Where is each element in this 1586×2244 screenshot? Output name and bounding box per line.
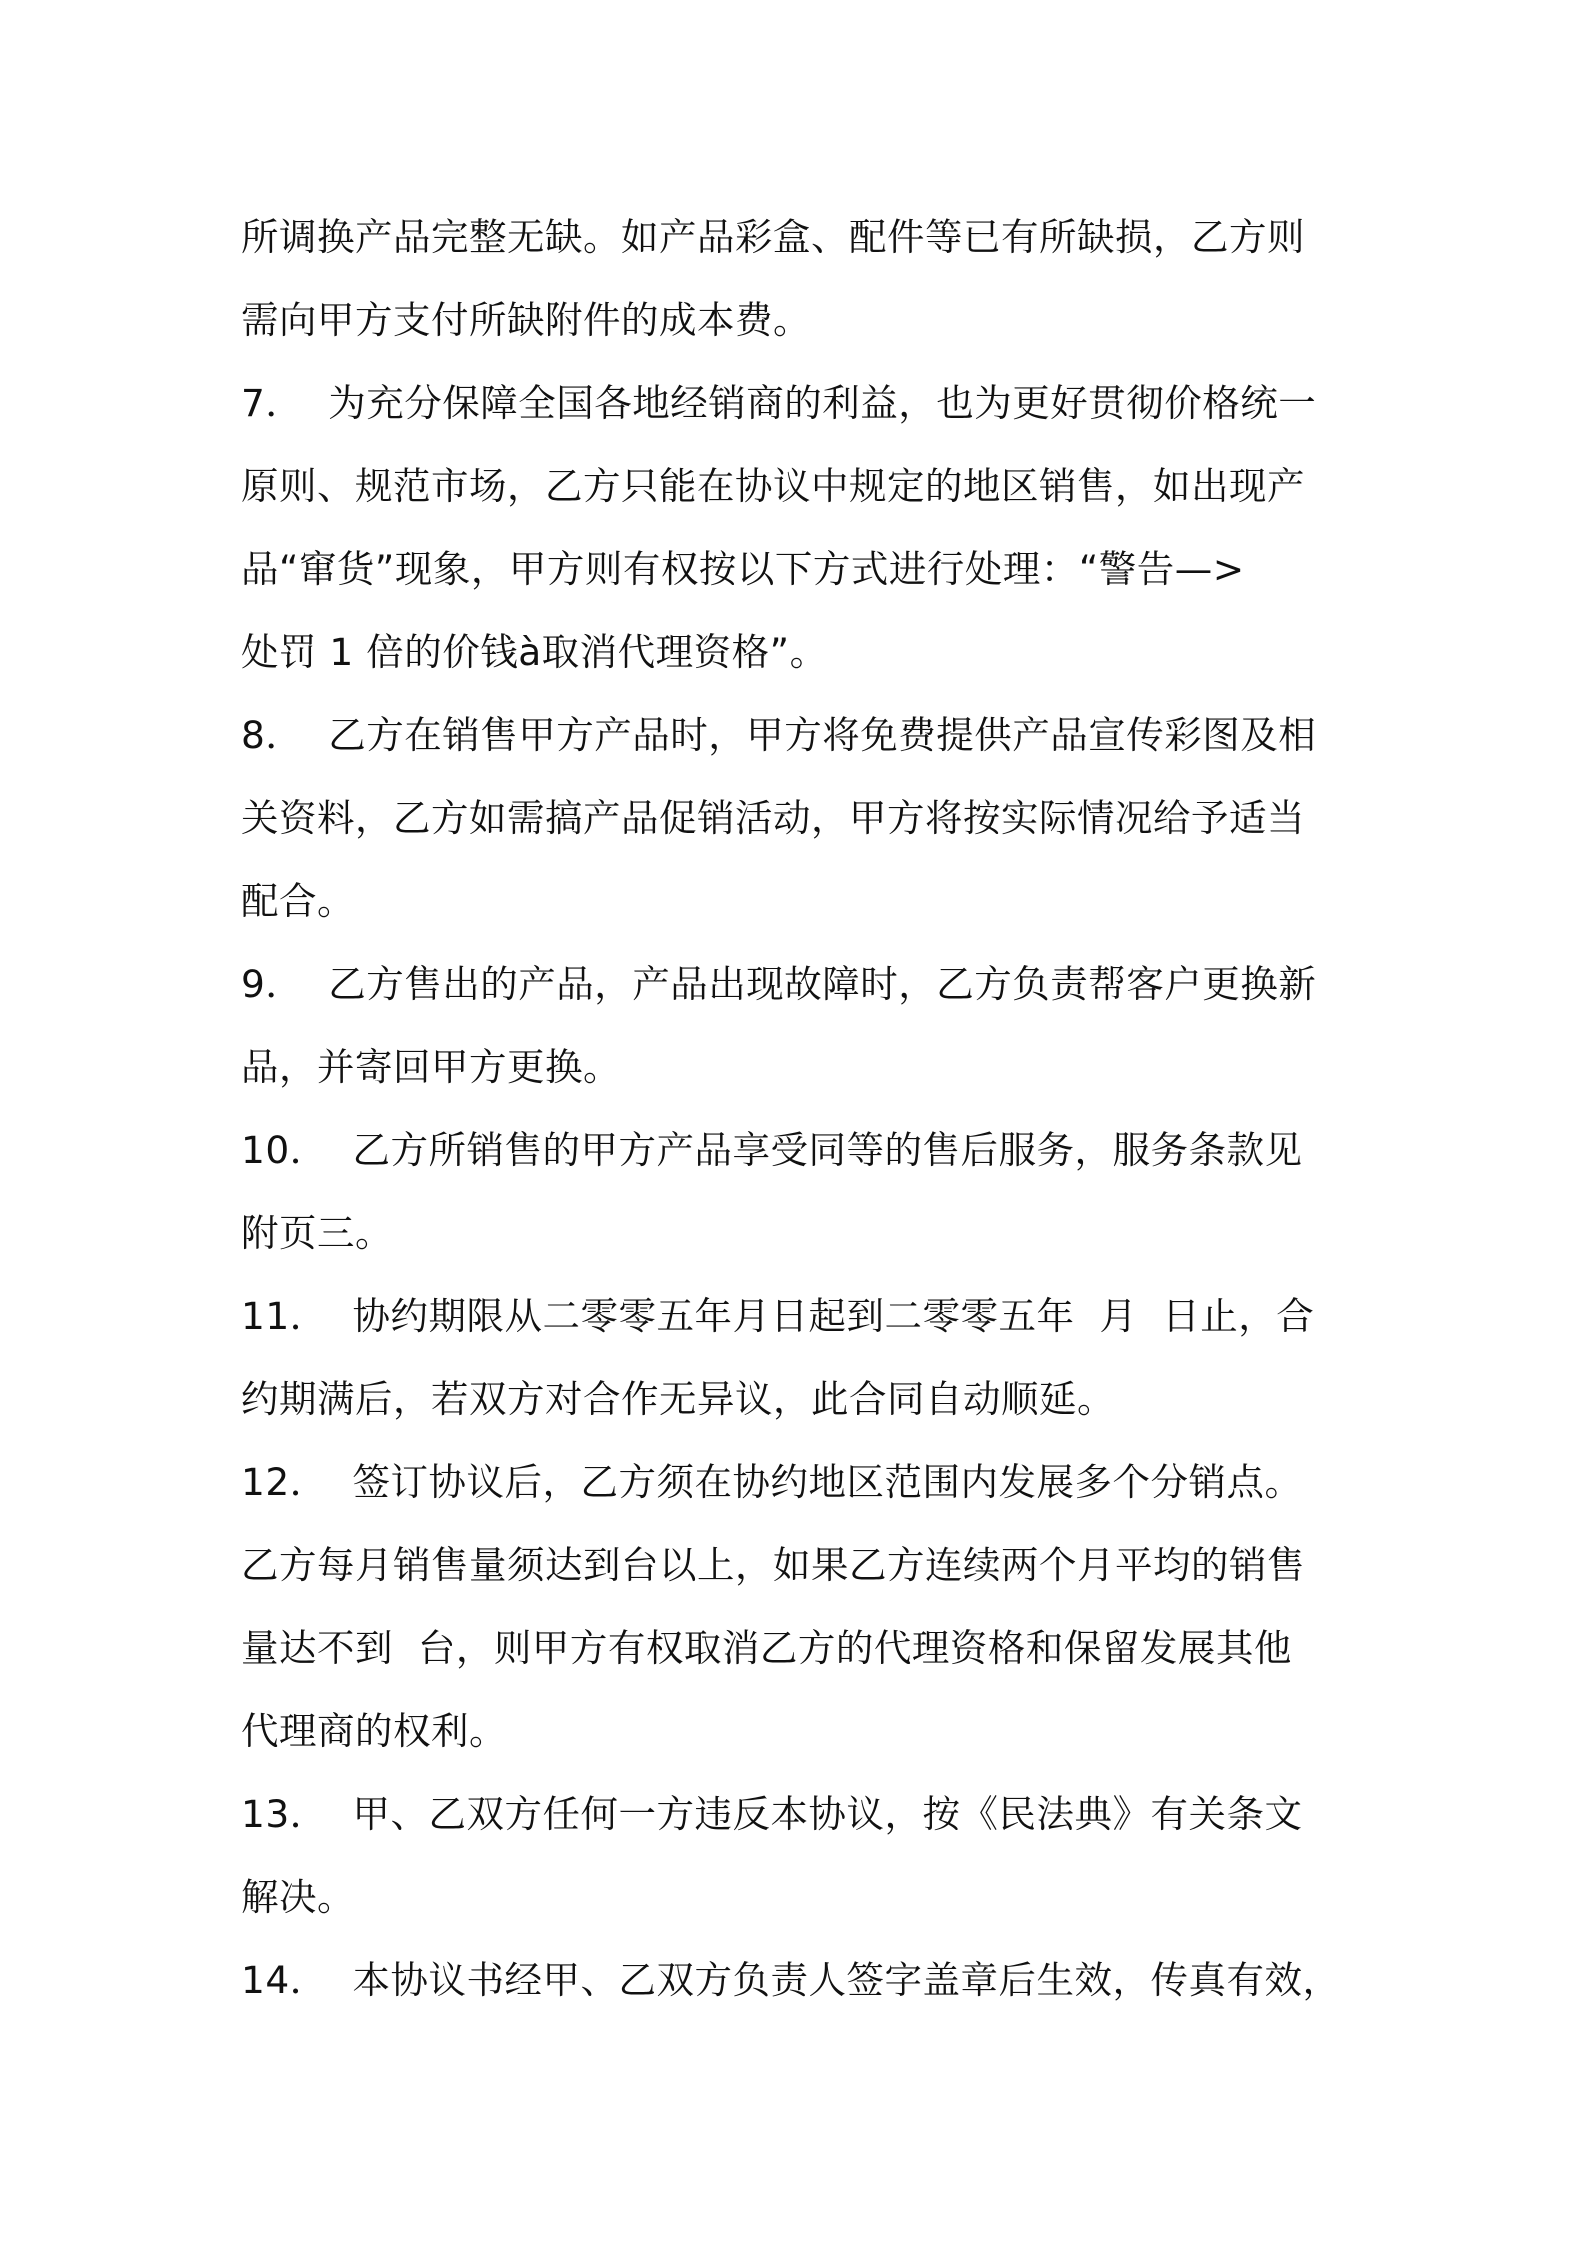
text-line: 处罚 1 倍的价钱à取消代理资格”。: [241, 630, 828, 674]
text-line: 关资料，乙方如需搞产品促销活动，甲方将按实际情况给予适当: [241, 796, 1305, 840]
text-line: 量达不到 台，则甲方有权取消乙方的代理资格和保留发展其他: [241, 1626, 1292, 1670]
contract-body: [241, 196, 1371, 2022]
text-line: 附页三。: [241, 1211, 393, 1255]
text-line: 品“窜货”现象，甲方则有权按以下方式进行处理：“警告—>: [241, 547, 1245, 591]
clause-12-line: 12． 签订协议后，乙方须在协约地区范围内发展多个分销点。: [241, 1460, 1303, 1504]
clause-11-line: 11． 协约期限从二零零五年月日起到二零零五年 月 日止，合: [241, 1294, 1315, 1338]
text-line: 乙方每月销售量须达到台以上，如果乙方连续两个月平均的销售: [241, 1543, 1305, 1587]
clause-10-line: 10． 乙方所销售的甲方产品享受同等的售后服务，服务条款见: [241, 1128, 1303, 1172]
clause-14-line: 14． 本协议书经甲、乙双方负责人签字盖章后生效，传真有效，: [241, 1958, 1341, 2002]
text-line: 配合。: [241, 879, 355, 923]
text-line: 需向甲方支付所缺附件的成本费。: [241, 298, 811, 342]
text-line: 品，并寄回甲方更换。: [241, 1045, 621, 1089]
clause-8-line: 8． 乙方在销售甲方产品时，甲方将免费提供产品宣传彩图及相: [241, 713, 1317, 757]
clause-7-line: 7． 为充分保障全国各地经销商的利益，也为更好贯彻价格统一: [241, 381, 1317, 425]
text-line: 原则、规范市场，乙方只能在协议中规定的地区销售，如出现产: [241, 464, 1305, 508]
text-line: 代理商的权利。: [241, 1709, 507, 1753]
text-line: 所调换产品完整无缺。如产品彩盒、配件等已有所缺损，乙方则: [241, 215, 1305, 259]
text-line: 约期满后，若双方对合作无异议，此合同自动顺延。: [241, 1377, 1115, 1421]
clause-9-line: 9． 乙方售出的产品，产品出现故障时，乙方负责帮客户更换新: [241, 962, 1317, 1006]
text-line: 解决。: [241, 1875, 355, 1919]
clause-13-line: 13． 甲、乙双方任何一方违反本协议，按《民法典》有关条文: [241, 1792, 1303, 1836]
